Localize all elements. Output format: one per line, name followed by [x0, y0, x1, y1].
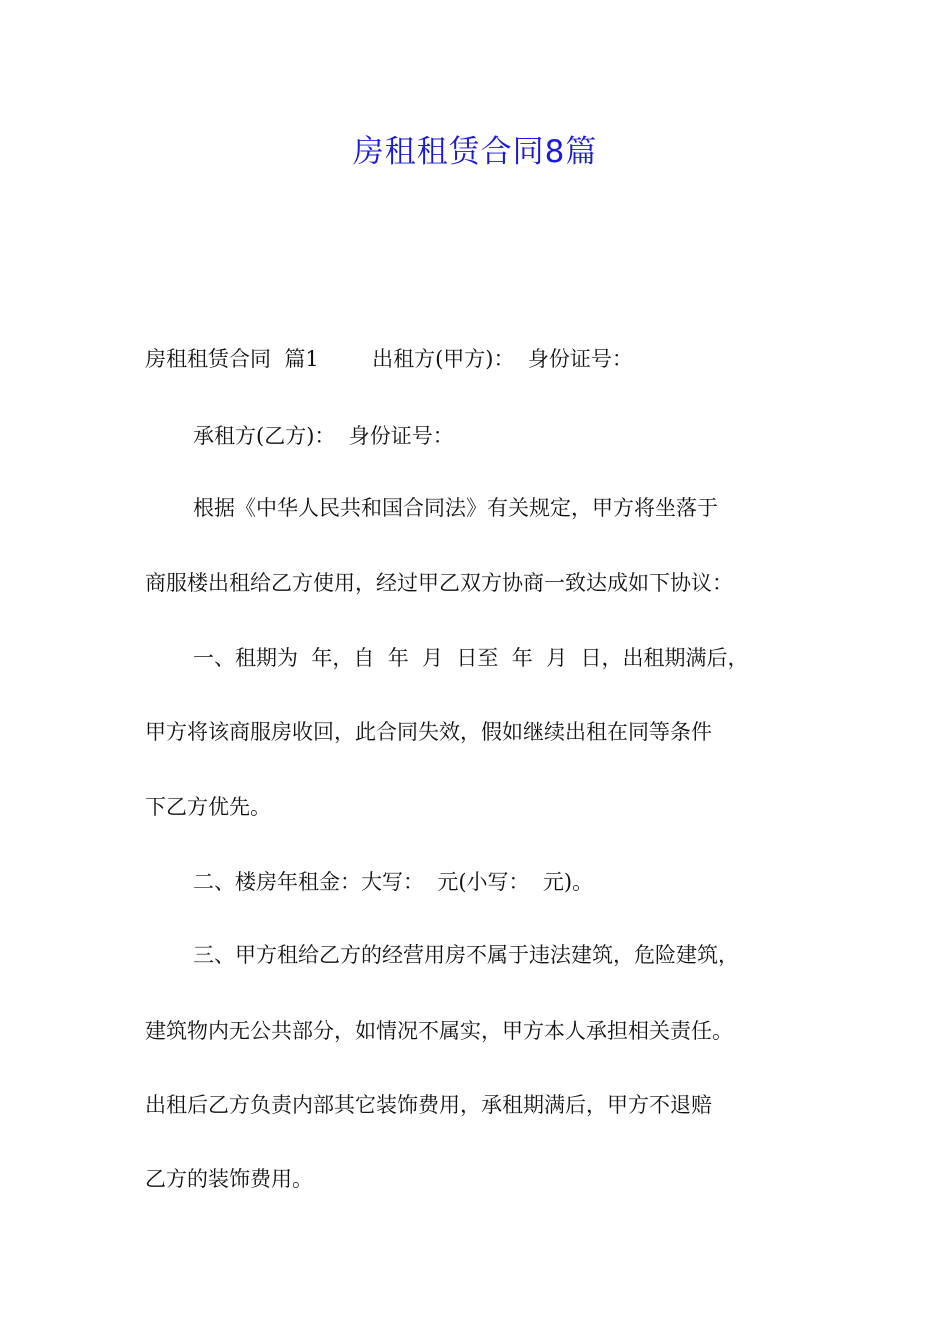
- text-line: 房租租赁合同 篇1 出租方(甲方)： 身份证号：: [145, 347, 633, 371]
- document-title: 房租租赁合同8篇: [352, 134, 598, 170]
- text-line: 三、甲方租给乙方的经营用房不属于违法建筑，危险建筑，: [193, 943, 739, 967]
- text-line: 商服楼出租给乙方使用，经过甲乙双方协商一致达成如下协议：: [145, 571, 733, 595]
- text-line: 建筑物内无公共部分，如情况不属实，甲方本人承担相关责任。: [145, 1019, 733, 1043]
- text-line: 根据《中华人民共和国合同法》有关规定，甲方将坐落于: [193, 496, 718, 520]
- text-line: 二、楼房年租金：大写： 元(小写： 元)。: [193, 870, 594, 894]
- text-line: 甲方将该商服房收回，此合同失效，假如继续出租在同等条件: [145, 720, 712, 744]
- text-line: 一、租期为 年，自 年 月 日至 年 月 日，出租期满后，: [193, 646, 749, 670]
- text-line: 乙方的装饰费用。: [145, 1167, 313, 1191]
- text-line: 承租方(乙方)： 身份证号：: [193, 424, 454, 448]
- text-line: 出租后乙方负责内部其它装饰费用，承租期满后，甲方不退赔: [145, 1093, 712, 1117]
- text-line: 下乙方优先。: [145, 795, 271, 819]
